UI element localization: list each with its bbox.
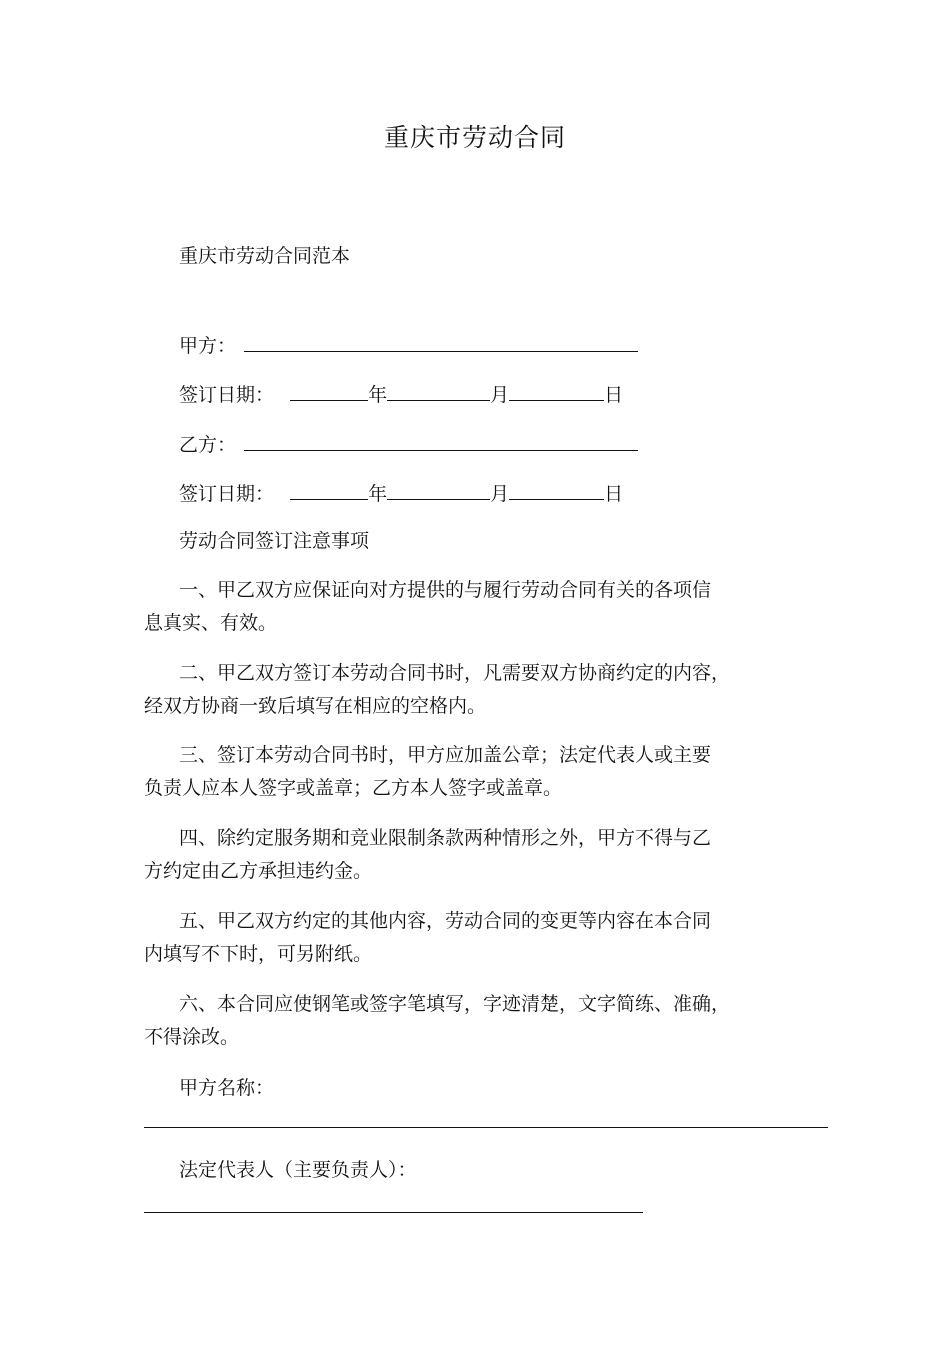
party-a-name-blank[interactable] <box>144 1127 828 1128</box>
day-char: 日 <box>604 384 624 406</box>
note-line: 三、签订本劳动合同书时，甲方应加盖公章；法定代表人或主要 <box>179 744 712 766</box>
day-blank[interactable] <box>509 479 604 500</box>
note-item <box>144 574 774 640</box>
legal-rep-blank[interactable] <box>144 1212 643 1213</box>
party-a-field <box>179 331 638 357</box>
note-line: 一、甲乙双方应保证向对方提供的与履行劳动合同有关的各项信 <box>179 579 712 601</box>
note-item <box>144 739 774 805</box>
note-line: 内填写不下时，可另附纸。 <box>144 943 373 965</box>
party-b-field <box>179 430 638 456</box>
note-item <box>144 988 774 1054</box>
party-a-name-label: 甲方名称： <box>179 1077 275 1099</box>
document-subtitle: 重庆市劳动合同范本 <box>179 245 351 267</box>
year-blank[interactable] <box>290 479 368 500</box>
note-line: 方约定由乙方承担违约金。 <box>144 860 373 882</box>
year-char: 年 <box>368 483 388 505</box>
note-item <box>144 905 774 971</box>
month-char: 月 <box>490 384 510 406</box>
note-line: 六、本合同应使钢笔或签字笔填写，字迹清楚，文字简练、准确， <box>179 993 731 1015</box>
note-line: 五、甲乙双方约定的其他内容，劳动合同的变更等内容在本合同 <box>179 910 712 932</box>
note-line: 二、甲乙双方签订本劳动合同书时，凡需要双方协商约定的内容， <box>179 662 731 684</box>
day-blank[interactable] <box>509 380 604 401</box>
document-title: 重庆市劳动合同 <box>383 123 566 152</box>
note-line: 不得涂改。 <box>144 1026 240 1048</box>
party-a-blank[interactable] <box>244 331 638 352</box>
party-b-label: 乙方： <box>179 434 237 456</box>
party-a-label: 甲方： <box>179 335 237 357</box>
note-line: 经双方协商一致后填写在相应的空格内。 <box>144 695 487 717</box>
legal-rep-label: 法定代表人（主要负责人）： <box>179 1159 417 1181</box>
month-char: 月 <box>490 483 510 505</box>
sign-date-label: 签订日期： <box>179 384 275 406</box>
party-b-blank[interactable] <box>244 430 638 451</box>
note-item <box>144 822 774 888</box>
party-b-sign-date <box>179 479 623 505</box>
month-blank[interactable] <box>387 479 490 500</box>
year-blank[interactable] <box>290 380 368 401</box>
party-a-sign-date <box>179 380 623 406</box>
year-char: 年 <box>368 384 388 406</box>
note-line: 四、除约定服务期和竞业限制条款两种情形之外，甲方不得与乙 <box>179 827 712 849</box>
sign-date-label: 签订日期： <box>179 483 275 505</box>
month-blank[interactable] <box>387 380 490 401</box>
note-line: 息真实、有效。 <box>144 612 278 634</box>
note-line: 负责人应本人签字或盖章；乙方本人签字或盖章。 <box>144 777 563 799</box>
note-item <box>144 657 774 723</box>
notes-heading: 劳动合同签订注意事项 <box>179 530 370 552</box>
day-char: 日 <box>604 483 624 505</box>
